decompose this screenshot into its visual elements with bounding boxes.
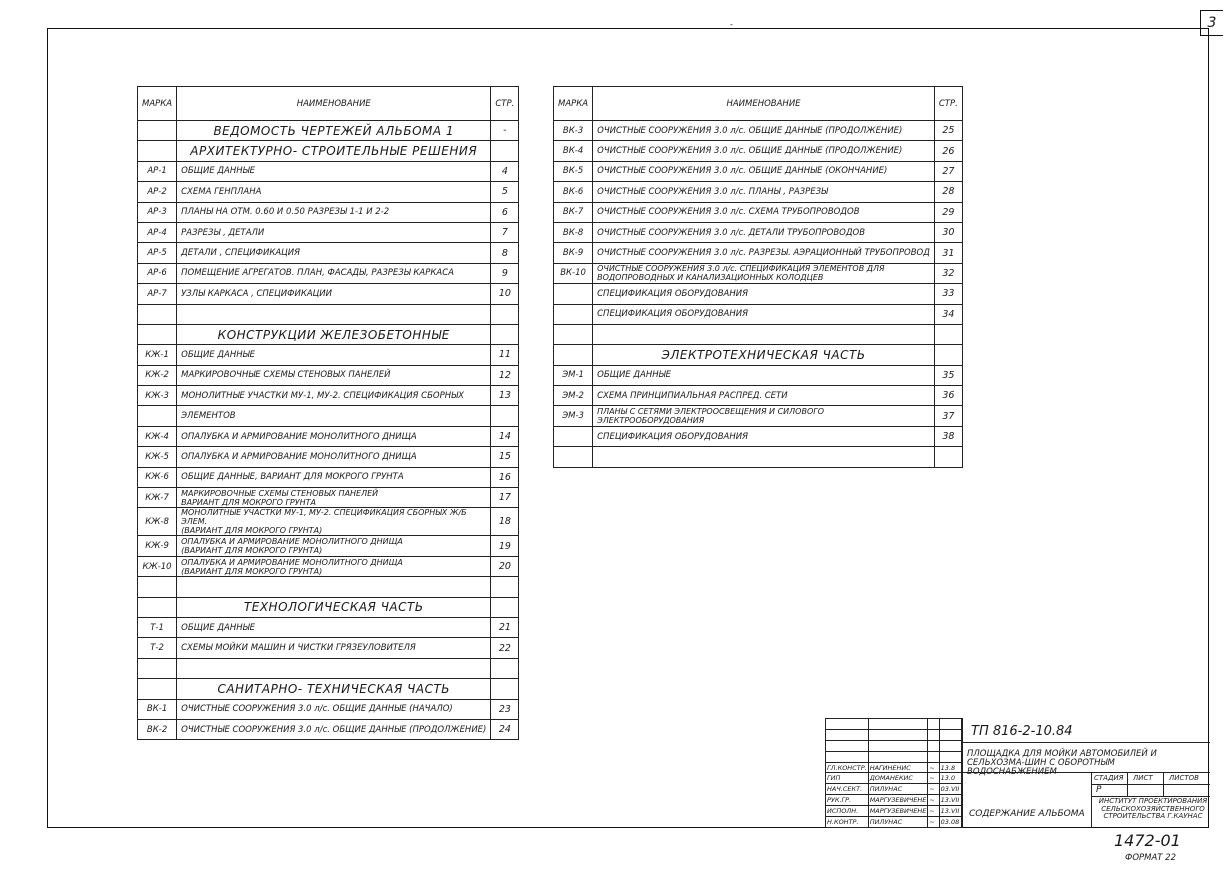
row-page: 35 xyxy=(934,365,962,385)
row-name-line-2: ВАРИАНТ ДЛЯ МОКРОГО ГРУНТА xyxy=(181,497,317,507)
table-row xyxy=(554,345,963,365)
row-name: ПЛАНЫ НА ОТМ. 0.60 И 0.50 РАЗРЕЗЫ 1-1 И 2-2 xyxy=(177,202,491,222)
row-name: ДЕТАЛИ , СПЕЦИФИКАЦИЯ xyxy=(177,243,491,263)
title-block xyxy=(825,718,1209,828)
row-page xyxy=(934,324,962,344)
signature-date: 03.VII xyxy=(939,784,961,795)
row-page xyxy=(934,447,962,467)
row-code xyxy=(554,345,593,365)
signature-role: ГИП xyxy=(826,773,869,784)
table-row xyxy=(138,679,519,699)
table-row xyxy=(138,467,519,487)
row-code xyxy=(554,324,593,344)
row-page: 10 xyxy=(491,284,519,304)
row-name xyxy=(177,536,491,556)
table-row xyxy=(138,406,519,426)
row-name-line-1: ОПАЛУБКА И АРМИРОВАНИЕ МОНОЛИТНОГО ДНИЩА xyxy=(181,557,403,567)
table-row xyxy=(554,324,963,344)
row-name: МОНОЛИТНЫЕ УЧАСТКИ МУ-1, МУ-2. СПЕЦИФИКАЦИЯ СБОРНЫХ xyxy=(177,386,491,406)
signature-row xyxy=(826,773,962,784)
row-page: 36 xyxy=(934,386,962,406)
row-page xyxy=(491,406,519,426)
row-name: ОБЩИЕ ДАННЫЕ, ВАРИАНТ ДЛЯ МОКРОГО ГРУНТА xyxy=(177,467,491,487)
table-row xyxy=(138,556,519,576)
table-row xyxy=(138,202,519,222)
row-page: 11 xyxy=(491,345,519,365)
row-page: 22 xyxy=(491,638,519,658)
row-code: КЖ-9 xyxy=(138,536,177,556)
row-page: 4 xyxy=(491,161,519,181)
signature-name: МАРГУЗЕВИЧЕНЕ xyxy=(869,807,927,816)
row-code: ВК-1 xyxy=(138,699,177,719)
row-name-line-2: (ВАРИАНТ ДЛЯ МОКРОГО ГРУНТА) xyxy=(181,546,323,556)
table-row xyxy=(554,386,963,406)
row-code: КЖ-7 xyxy=(138,488,177,508)
row-code: ЭМ-2 xyxy=(554,386,593,406)
row-name: ОБЩИЕ ДАННЫЕ xyxy=(177,345,491,365)
row-page xyxy=(491,597,519,617)
signature-date: 03.08 xyxy=(939,817,961,828)
signature-row xyxy=(826,817,962,828)
table-row xyxy=(138,638,519,658)
row-name-line-1: МОНОЛИТНЫЕ УЧАСТКИ МУ-1, МУ-2. СПЕЦИФИКАЦИЯ СБОРНЫХ Ж/Б ЭЛЕМ. xyxy=(181,508,467,527)
row-code: ЭМ-1 xyxy=(554,365,593,385)
row-page: 31 xyxy=(934,243,962,263)
album-number: 1472-01 xyxy=(1114,831,1181,850)
signature-mark: ~ xyxy=(928,773,939,784)
row-name: ОЧИСТНЫЕ СООРУЖЕНИЯ 3.0 л/с. ДЕТАЛИ ТРУБОПРОВОДОВ xyxy=(593,222,935,242)
row-name: ОБЩИЕ ДАННЫЕ xyxy=(593,365,935,385)
row-name xyxy=(177,304,491,324)
row-name: ОЧИСТНЫЕ СООРУЖЕНИЯ 3.0 л/с. ОБЩИЕ ДАННЫЕ (ОКОНЧАНИЕ) xyxy=(593,161,935,181)
table-row xyxy=(138,447,519,467)
row-code: ВК-10 xyxy=(554,263,593,283)
header-page: СТР. xyxy=(491,87,519,121)
signature-role: ГЛ.КОНСТР. xyxy=(827,763,867,772)
table-row xyxy=(138,577,519,597)
drawing-content-title: СОДЕРЖАНИЕ АЛЬБОМА xyxy=(969,809,1085,819)
row-code xyxy=(138,679,177,699)
signature-row xyxy=(826,806,962,817)
row-code: ВК-6 xyxy=(554,182,593,202)
table-row xyxy=(138,658,519,678)
row-name xyxy=(177,556,491,576)
row-name: РАЗРЕЗЫ , ДЕТАЛИ xyxy=(177,222,491,242)
row-page: 7 xyxy=(491,222,519,242)
row-code: КЖ-6 xyxy=(138,467,177,487)
row-name: ОЧИСТНЫЕ СООРУЖЕНИЯ 3.0 л/с. ПЛАНЫ , РАЗРЕЗЫ xyxy=(593,182,935,202)
row-code: АР-2 xyxy=(138,182,177,202)
row-page: 16 xyxy=(491,467,519,487)
table-row xyxy=(554,447,963,467)
row-name-line-1: ОПАЛУБКА И АРМИРОВАНИЕ МОНОЛИТНОГО ДНИЩА xyxy=(181,537,403,547)
table-row xyxy=(138,284,519,304)
row-name xyxy=(177,508,491,536)
row-name: СПЕЦИФИКАЦИЯ ОБОРУДОВАНИЯ xyxy=(593,284,935,304)
header-page: СТР. xyxy=(934,87,962,121)
table-row xyxy=(554,243,963,263)
signature-role: Н.КОНТР. xyxy=(826,817,869,828)
table-row xyxy=(554,222,963,242)
table-row xyxy=(138,617,519,637)
section-title: САНИТАРНО- ТЕХНИЧЕСКАЯ ЧАСТЬ xyxy=(177,679,491,699)
signature-name: ДОМАНЕКИС xyxy=(868,773,928,784)
row-name xyxy=(177,577,491,597)
sheet-number: 3 xyxy=(1200,10,1223,36)
signature-grid xyxy=(825,718,962,828)
row-page xyxy=(491,324,519,344)
table-row xyxy=(554,141,963,161)
row-name: ОЧИСТНЫЕ СООРУЖЕНИЯ 3.0 л/с. РАЗРЕЗЫ. АЭРАЦИОННЫЙ ТРУБОПРОВОД xyxy=(593,243,935,263)
row-code: ВК-3 xyxy=(554,121,593,141)
header-code: МАРКА xyxy=(554,87,593,121)
row-code xyxy=(138,304,177,324)
row-page: 8 xyxy=(491,243,519,263)
signature-date: 13.VII xyxy=(939,795,961,806)
row-page xyxy=(491,304,519,324)
row-name-line-2: ЭЛЕКТРООБОРУДОВАНИЯ xyxy=(597,416,705,426)
row-name xyxy=(593,263,935,283)
signature-mark: ~ xyxy=(928,817,939,828)
row-code: ВК-7 xyxy=(554,202,593,222)
section-title: АРХИТЕКТУРНО- СТРОИТЕЛЬНЫЕ РЕШЕНИЯ xyxy=(177,141,491,161)
row-name: ОБЩИЕ ДАННЫЕ xyxy=(177,617,491,637)
table-row xyxy=(554,284,963,304)
table-row xyxy=(554,406,963,426)
row-page: 12 xyxy=(491,365,519,385)
table-row xyxy=(554,121,963,141)
signature-role: НАЧ.СЕКТ. xyxy=(826,784,869,795)
table-row xyxy=(138,161,519,181)
row-name: ОБЩИЕ ДАННЫЕ xyxy=(177,161,491,181)
table-row xyxy=(554,304,963,324)
row-code xyxy=(554,447,593,467)
table-row xyxy=(554,365,963,385)
row-page xyxy=(491,679,519,699)
section-title: ЭЛЕКТРОТЕХНИЧЕСКАЯ ЧАСТЬ xyxy=(593,345,935,365)
row-page: 26 xyxy=(934,141,962,161)
table-row xyxy=(138,365,519,385)
section-title: ВЕДОМОСТЬ ЧЕРТЕЖЕЙ АЛЬБОМА 1 xyxy=(177,121,491,141)
table-row xyxy=(138,508,519,536)
left-contents-table xyxy=(137,86,519,740)
sheet-format: ФОРМАТ 22 xyxy=(1125,853,1176,863)
row-name: ОЧИСТНЫЕ СООРУЖЕНИЯ 3.0 л/с. СХЕМА ТРУБОПРОВОДОВ xyxy=(593,202,935,222)
row-page: 23 xyxy=(491,699,519,719)
row-page: - xyxy=(491,121,519,141)
header-code: МАРКА xyxy=(138,87,177,121)
table-row xyxy=(138,345,519,365)
row-code: Т-2 xyxy=(138,638,177,658)
row-name: УЗЛЫ КАРКАСА , СПЕЦИФИКАЦИИ xyxy=(177,284,491,304)
row-name xyxy=(177,658,491,678)
signature-role: ИСПОЛН. xyxy=(826,806,869,817)
table-row xyxy=(554,202,963,222)
signature-name: МАРГУЗЕВИЧЕНЕ xyxy=(869,796,927,805)
table-row xyxy=(138,182,519,202)
row-name-line-2: ВОДОПРОВОДНЫХ И КАНАЛИЗАЦИОННЫХ КОЛОДЦЕВ xyxy=(597,273,824,283)
row-code: ВК-4 xyxy=(554,141,593,161)
signature-role: РУК.ГР. xyxy=(826,795,869,806)
row-code xyxy=(554,284,593,304)
row-name xyxy=(593,406,935,426)
right-contents-table xyxy=(553,86,963,468)
row-name xyxy=(593,447,935,467)
stage-value: Р xyxy=(1096,785,1102,795)
row-page: 18 xyxy=(491,508,519,536)
row-page xyxy=(491,141,519,161)
signature-date: 13.VII xyxy=(939,806,961,817)
row-page: 5 xyxy=(491,182,519,202)
row-page: 25 xyxy=(934,121,962,141)
table-row xyxy=(138,263,519,283)
row-code: КЖ-2 xyxy=(138,365,177,385)
row-page: 29 xyxy=(934,202,962,222)
table-row xyxy=(138,243,519,263)
row-page: 21 xyxy=(491,617,519,637)
row-code xyxy=(138,141,177,161)
title-block-main xyxy=(962,718,1210,828)
row-name: СПЕЦИФИКАЦИЯ ОБОРУДОВАНИЯ xyxy=(593,426,935,446)
table-row xyxy=(554,182,963,202)
row-code: АР-3 xyxy=(138,202,177,222)
signature-row xyxy=(826,795,962,806)
row-code: ВК-2 xyxy=(138,719,177,739)
row-code xyxy=(138,577,177,597)
row-page: 14 xyxy=(491,426,519,446)
sheet-label: ЛИСТ xyxy=(1133,774,1153,782)
row-name: ОЧИСТНЫЕ СООРУЖЕНИЯ 3.0 л/с. ОБЩИЕ ДАННЫЕ (ПРОДОЛЖЕНИЕ) xyxy=(593,141,935,161)
row-name: ОЧИСТНЫЕ СООРУЖЕНИЯ 3.0 л/с. ОБЩИЕ ДАННЫЕ (ПРОДОЛЖЕНИЕ) xyxy=(593,121,935,141)
table-row xyxy=(138,222,519,242)
row-code: АР-6 xyxy=(138,263,177,283)
row-name: ОПАЛУБКА И АРМИРОВАНИЕ МОНОЛИТНОГО ДНИЩА xyxy=(177,447,491,467)
row-code xyxy=(138,324,177,344)
row-name: ЭЛЕМЕНТОВ xyxy=(177,406,491,426)
row-code: КЖ-8 xyxy=(138,508,177,536)
table-row xyxy=(138,386,519,406)
row-code xyxy=(138,597,177,617)
row-name xyxy=(177,488,491,508)
row-name-line-2: (ВАРИАНТ ДЛЯ МОКРОГО ГРУНТА) xyxy=(181,526,323,536)
row-page: 15 xyxy=(491,447,519,467)
row-code xyxy=(138,121,177,141)
signature-name: НАГИНЕНИС xyxy=(868,762,928,773)
signature-mark: ~ xyxy=(928,806,939,817)
row-page: 33 xyxy=(934,284,962,304)
row-code: ВК-5 xyxy=(554,161,593,181)
signature-mark: ~ xyxy=(928,795,939,806)
signature-mark: ~ xyxy=(928,762,939,773)
table-row xyxy=(138,597,519,617)
signature-mark: ~ xyxy=(928,784,939,795)
signature-name: ПИЛУНАС xyxy=(868,817,928,828)
table-row xyxy=(138,141,519,161)
row-name-line-1: МАРКИРОВОЧНЫЕ СХЕМЫ СТЕНОВЫХ ПАНЕЛЕЙ xyxy=(181,488,379,498)
section-title: ТЕХНОЛОГИЧЕСКАЯ ЧАСТЬ xyxy=(177,597,491,617)
row-code xyxy=(554,304,593,324)
row-name: СХЕМА ГЕНПЛАНА xyxy=(177,182,491,202)
table-row xyxy=(138,488,519,508)
stage-label: СТАДИЯ xyxy=(1094,774,1124,782)
row-code: КЖ-10 xyxy=(138,556,177,576)
row-name xyxy=(593,324,935,344)
row-page: 9 xyxy=(491,263,519,283)
row-page: 30 xyxy=(934,222,962,242)
row-code: КЖ-5 xyxy=(138,447,177,467)
table-row xyxy=(138,324,519,344)
table-row xyxy=(554,426,963,446)
section-title: КОНСТРУКЦИИ ЖЕЛЕЗОБЕТОННЫЕ xyxy=(177,324,491,344)
row-code: ВК-9 xyxy=(554,243,593,263)
project-code: ТП 816-2-10.84 xyxy=(971,724,1073,739)
table-header xyxy=(554,87,963,121)
institute-name: ИНСТИТУТ ПРОЕКТИРОВАНИЯ СЕЛЬСКОХОЗЯЙСТВЕННОГО СТРОИТЕЛЬСТВА Г.КАУНАС xyxy=(1098,797,1208,820)
table-row xyxy=(138,536,519,556)
row-code: КЖ-3 xyxy=(138,386,177,406)
project-title: ПЛОЩАДКА ДЛЯ МОЙКИ АВТОМОБИЛЕЙ И СЕЛЬХОЗМА-ШИН С ОБОРОТНЫМ ВОДОСНАБЖЕНИЕМ xyxy=(967,749,1157,777)
row-name: СПЕЦИФИКАЦИЯ ОБОРУДОВАНИЯ xyxy=(593,304,935,324)
table-row xyxy=(138,304,519,324)
row-page xyxy=(934,345,962,365)
row-name: ПОМЕЩЕНИЕ АГРЕГАТОВ. ПЛАН, ФАСАДЫ, РАЗРЕЗЫ КАРКАСА xyxy=(177,263,491,283)
header-name: НАИМЕНОВАНИЕ xyxy=(593,87,935,121)
row-page: 28 xyxy=(934,182,962,202)
row-code xyxy=(554,426,593,446)
row-page: 24 xyxy=(491,719,519,739)
row-page: 34 xyxy=(934,304,962,324)
row-page: 37 xyxy=(934,406,962,426)
table-header xyxy=(138,87,519,121)
row-name-line-1: ОЧИСТНЫЕ СООРУЖЕНИЯ 3.0 л/с. СПЕЦИФИКАЦИЯ ЭЛЕМЕНТОВ ДЛЯ xyxy=(597,264,885,274)
row-name: СХЕМА ПРИНЦИПИАЛЬНАЯ РАСПРЕД. СЕТИ xyxy=(593,386,935,406)
row-code: КЖ-4 xyxy=(138,426,177,446)
row-page: 27 xyxy=(934,161,962,181)
header-name: НАИМЕНОВАНИЕ xyxy=(177,87,491,121)
row-page: 20 xyxy=(491,556,519,576)
row-page xyxy=(491,658,519,678)
row-code: Т-1 xyxy=(138,617,177,637)
row-page: 19 xyxy=(491,536,519,556)
signature-date: 13.8 xyxy=(939,762,961,773)
row-page: 17 xyxy=(491,488,519,508)
row-name: ОПАЛУБКА И АРМИРОВАНИЕ МОНОЛИТНОГО ДНИЩА xyxy=(177,426,491,446)
row-page: 38 xyxy=(934,426,962,446)
table-row xyxy=(554,263,963,283)
row-name-line-2: (ВАРИАНТ ДЛЯ МОКРОГО ГРУНТА) xyxy=(181,566,323,576)
sheets-label: ЛИСТОВ xyxy=(1169,774,1199,782)
row-code xyxy=(138,406,177,426)
row-name: ОЧИСТНЫЕ СООРУЖЕНИЯ 3.0 л/с. ОБЩИЕ ДАННЫЕ (НАЧАЛО) xyxy=(177,699,491,719)
row-name-line-1: ПЛАНЫ С СЕТЯМИ ЭЛЕКТРООСВЕЩЕНИЯ И СИЛОВОГО xyxy=(597,407,825,417)
table-row xyxy=(138,699,519,719)
table-row xyxy=(554,161,963,181)
row-page xyxy=(491,577,519,597)
row-page: 13 xyxy=(491,386,519,406)
top-tick-mark: - xyxy=(730,20,733,29)
row-page: 32 xyxy=(934,263,962,283)
row-code: ВК-8 xyxy=(554,222,593,242)
signature-name: ПИЛУНАС xyxy=(868,784,928,795)
row-code: АР-4 xyxy=(138,222,177,242)
signature-row xyxy=(826,784,962,795)
row-code xyxy=(138,658,177,678)
row-code: АР-5 xyxy=(138,243,177,263)
signature-row xyxy=(826,762,962,773)
row-name: СХЕМЫ МОЙКИ МАШИН И ЧИСТКИ ГРЯЗЕУЛОВИТЕЛЯ xyxy=(177,638,491,658)
row-code: АР-1 xyxy=(138,161,177,181)
row-code: КЖ-1 xyxy=(138,345,177,365)
row-code: АР-7 xyxy=(138,284,177,304)
row-code: ЭМ-3 xyxy=(554,406,593,426)
table-row xyxy=(138,121,519,141)
signature-date: 13.0 xyxy=(939,773,961,784)
table-row xyxy=(138,426,519,446)
row-name: МАРКИРОВОЧНЫЕ СХЕМЫ СТЕНОВЫХ ПАНЕЛЕЙ xyxy=(177,365,491,385)
table-row xyxy=(138,719,519,739)
row-page: 6 xyxy=(491,202,519,222)
row-name: ОЧИСТНЫЕ СООРУЖЕНИЯ 3.0 л/с. ОБЩИЕ ДАННЫЕ (ПРОДОЛЖЕНИЕ) xyxy=(177,719,491,739)
